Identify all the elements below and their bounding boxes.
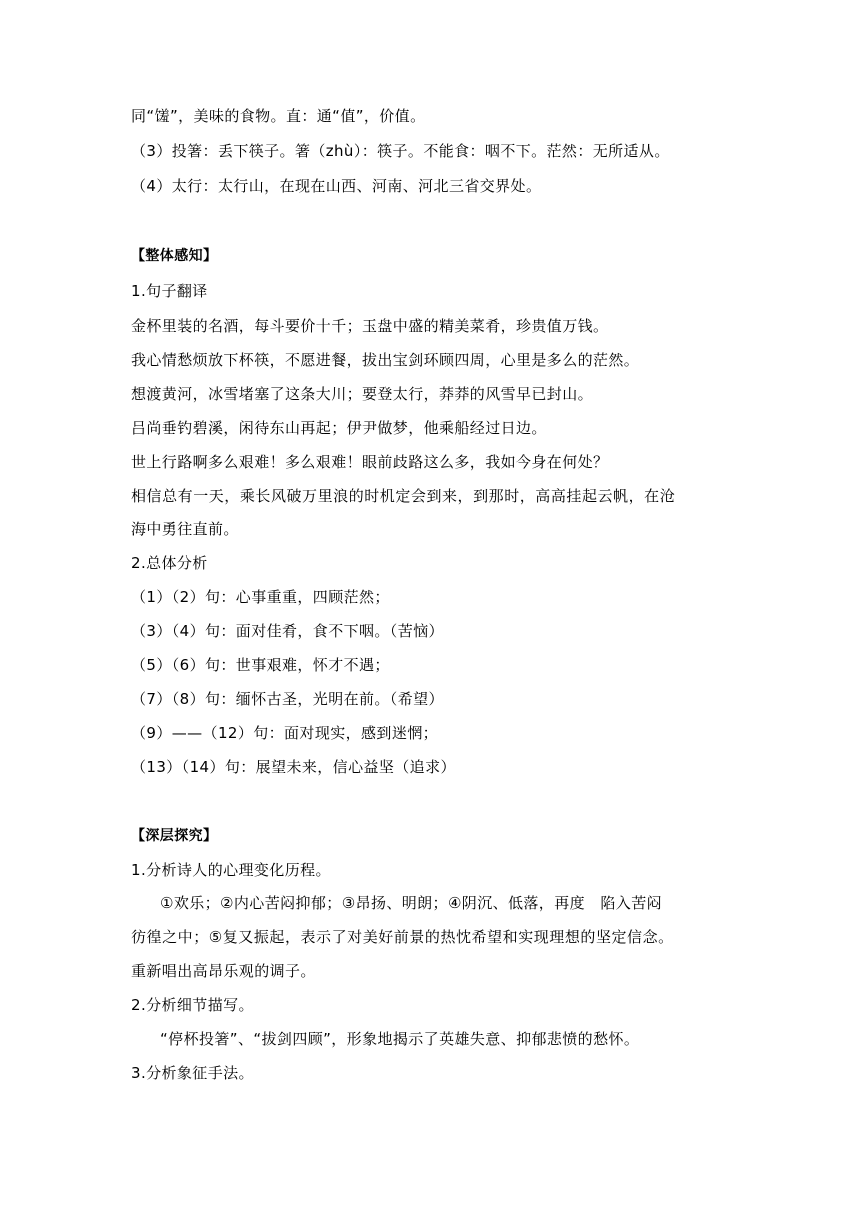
analysis-line: （5）（6）句：世事艰难，怀才不遇； xyxy=(131,656,390,674)
analysis-line: （13）（14）句：展望未来，信心益坚（追求） xyxy=(131,758,456,776)
note-line-xiu: 同“馐”，美味的食物。直：通“值”，价值。 xyxy=(131,107,426,125)
section-heading-overall: 【整体感知】 xyxy=(131,248,218,264)
translation-line: 想渡黄河，冰雪堵塞了这条大川；要登太行，莽莽的风雪早已封山。 xyxy=(131,385,594,403)
answer-line: ①欢乐；②内心苦闷抑郁；③昂扬、明朗；④阴沉、低落，再度 陷入苦闷 xyxy=(160,894,662,912)
analysis-line: （3）（4）句：面对佳肴，食不下咽。（苦恼） xyxy=(131,622,444,640)
analysis-line: （7）（8）句：缅怀古圣，光明在前。（希望） xyxy=(131,690,444,708)
answer-line: “停杯投箸”、“拔剑四顾”，形象地揭示了英雄失意、抑郁悲愤的愁怀。 xyxy=(160,1030,640,1048)
subsection-title-translation: 1.句子翻译 xyxy=(131,282,208,300)
note-line-taihang: （4）太行：太行山，在现在山西、河南、河北三省交界处。 xyxy=(131,177,542,195)
answer-line: 彷徨之中；⑤复又振起，表示了对美好前景的热忱希望和实现理想的坚定信念。 xyxy=(131,928,674,946)
subsection-title-analysis: 2.总体分析 xyxy=(131,554,208,572)
analysis-line: （1）（2）句：心事重重，四顾茫然； xyxy=(131,588,390,606)
translation-line: 吕尚垂钓碧溪，闲待东山再起；伊尹做梦，他乘船经过日边。 xyxy=(131,419,547,437)
translation-line: 我心情愁烦放下杯筷，不愿进餐，拔出宝剑环顾四周，心里是多么的茫然。 xyxy=(131,351,640,369)
note-line-touzhu: （3）投箸：丢下筷子。箸（zhù）：筷子。不能食：咽不下。茫然：无所适从。 xyxy=(131,142,670,160)
translation-line: 相信总有一天，乘长风破万里浪的时机定会到来，到那时，高高挂起云帆，在沧 xyxy=(131,487,676,505)
analysis-line: （9）——（12）句：面对现实，感到迷惘； xyxy=(131,724,439,742)
translation-line: 海中勇往直前。 xyxy=(131,520,239,538)
translation-line: 金杯里装的名酒，每斗要价十千；玉盘中盛的精美菜肴，珍贵值万钱。 xyxy=(131,317,609,335)
question-title-psychology: 1.分析诗人的心理变化历程。 xyxy=(131,861,331,879)
translation-line: 世上行路啊多么艰难！多么艰难！眼前歧路这么多，我如今身在何处？ xyxy=(131,453,609,471)
section-heading-deep: 【深层探究】 xyxy=(131,828,218,844)
answer-line: 重新唱出高昂乐观的调子。 xyxy=(131,962,316,980)
question-title-details: 2.分析细节描写。 xyxy=(131,996,254,1014)
question-title-symbolism: 3.分析象征手法。 xyxy=(131,1064,254,1082)
